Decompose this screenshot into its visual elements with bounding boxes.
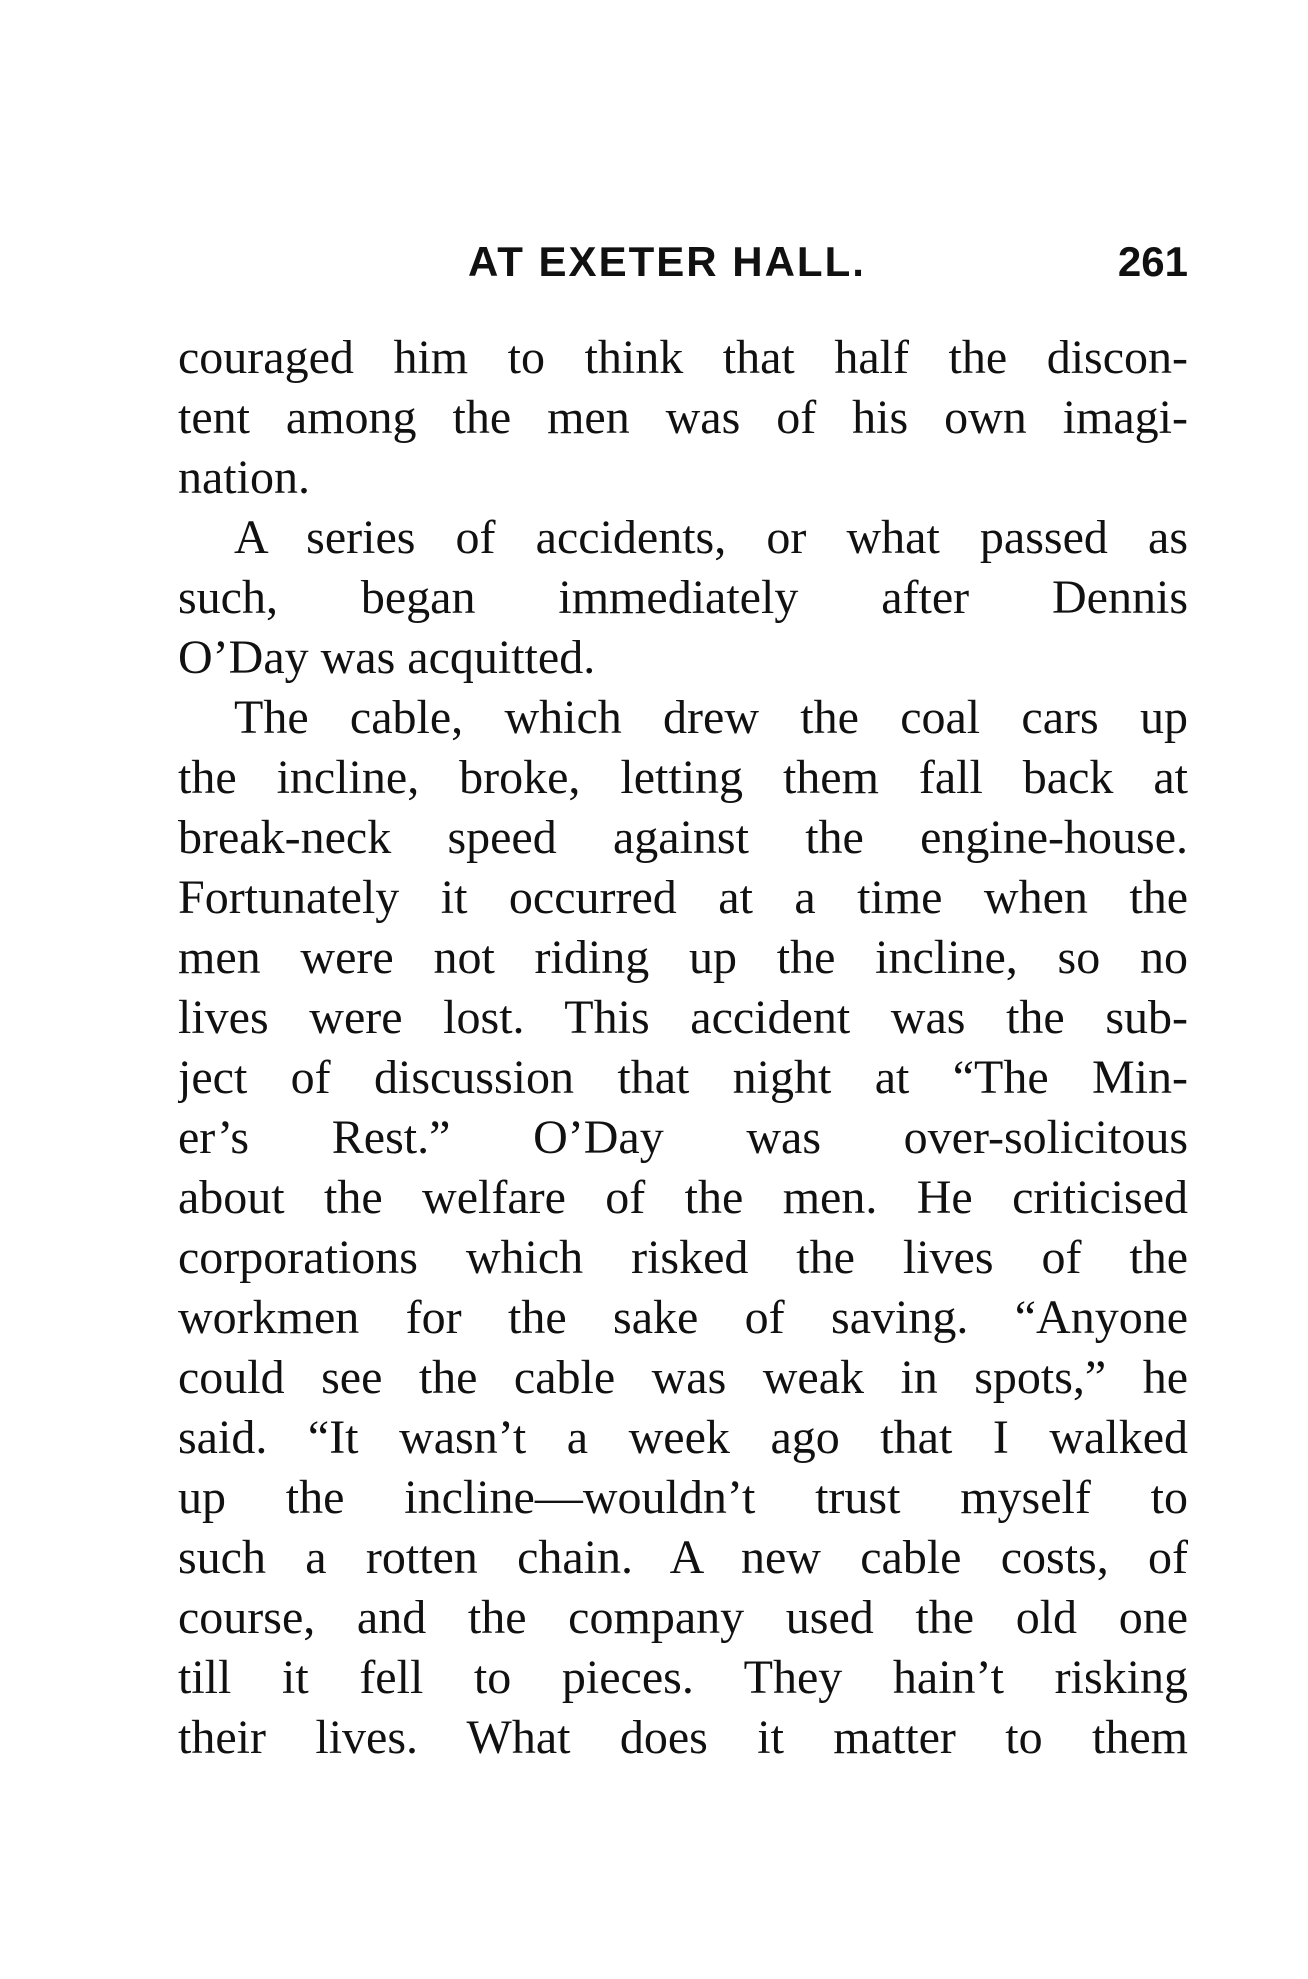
text-line: course, and the company used the old one (178, 1591, 1188, 1644)
text-line: said. “It wasn’t a week ago that I walked (178, 1411, 1188, 1464)
text-line: their lives. What does it matter to them (178, 1711, 1188, 1764)
text-line: er’s Rest.” O’Day was over-solicitous (178, 1111, 1188, 1164)
text-line: couraged him to think that half the discon- (178, 331, 1188, 384)
text-line: corporations which risked the lives of the (178, 1231, 1188, 1284)
text-line: could see the cable was weak in spots,” he (178, 1351, 1188, 1404)
text-line: ject of discussion that night at “The Min- (178, 1051, 1188, 1104)
text-line: the incline, broke, letting them fall back at (178, 751, 1188, 804)
text-line: tent among the men was of his own imagi- (178, 391, 1188, 444)
text-line: break-neck speed against the engine-house. (178, 811, 1188, 864)
text-line: O’Day was acquitted. (178, 631, 596, 684)
paragraph-1 (178, 328, 1188, 508)
text-line: till it fell to pieces. They hain’t risking (178, 1651, 1188, 1704)
text-line: such, began immediately after Dennis (178, 571, 1188, 624)
page-header (178, 232, 1188, 292)
running-head: AT EXETER HALL. (468, 238, 866, 285)
paragraph-2 (178, 508, 1188, 688)
page-number: 261 (1117, 238, 1188, 285)
text-line: A series of accidents, or what passed as (234, 511, 1188, 564)
body-text (178, 328, 1188, 1768)
text-line: men were not riding up the incline, so no (178, 931, 1188, 984)
text-line: lives were lost. This accident was the sub- (178, 991, 1188, 1044)
paragraph-3 (178, 688, 1188, 1768)
text-line: about the welfare of the men. He criticised (178, 1171, 1188, 1224)
text-line: workmen for the sake of saving. “Anyone (178, 1291, 1188, 1344)
text-line: nation. (178, 451, 310, 504)
text-line: such a rotten chain. A new cable costs, of (178, 1531, 1188, 1584)
text-line: Fortunately it occurred at a time when the (178, 871, 1188, 924)
text-line: up the incline—wouldn’t trust myself to (178, 1471, 1188, 1524)
text-line: The cable, which drew the coal cars up (234, 691, 1188, 744)
